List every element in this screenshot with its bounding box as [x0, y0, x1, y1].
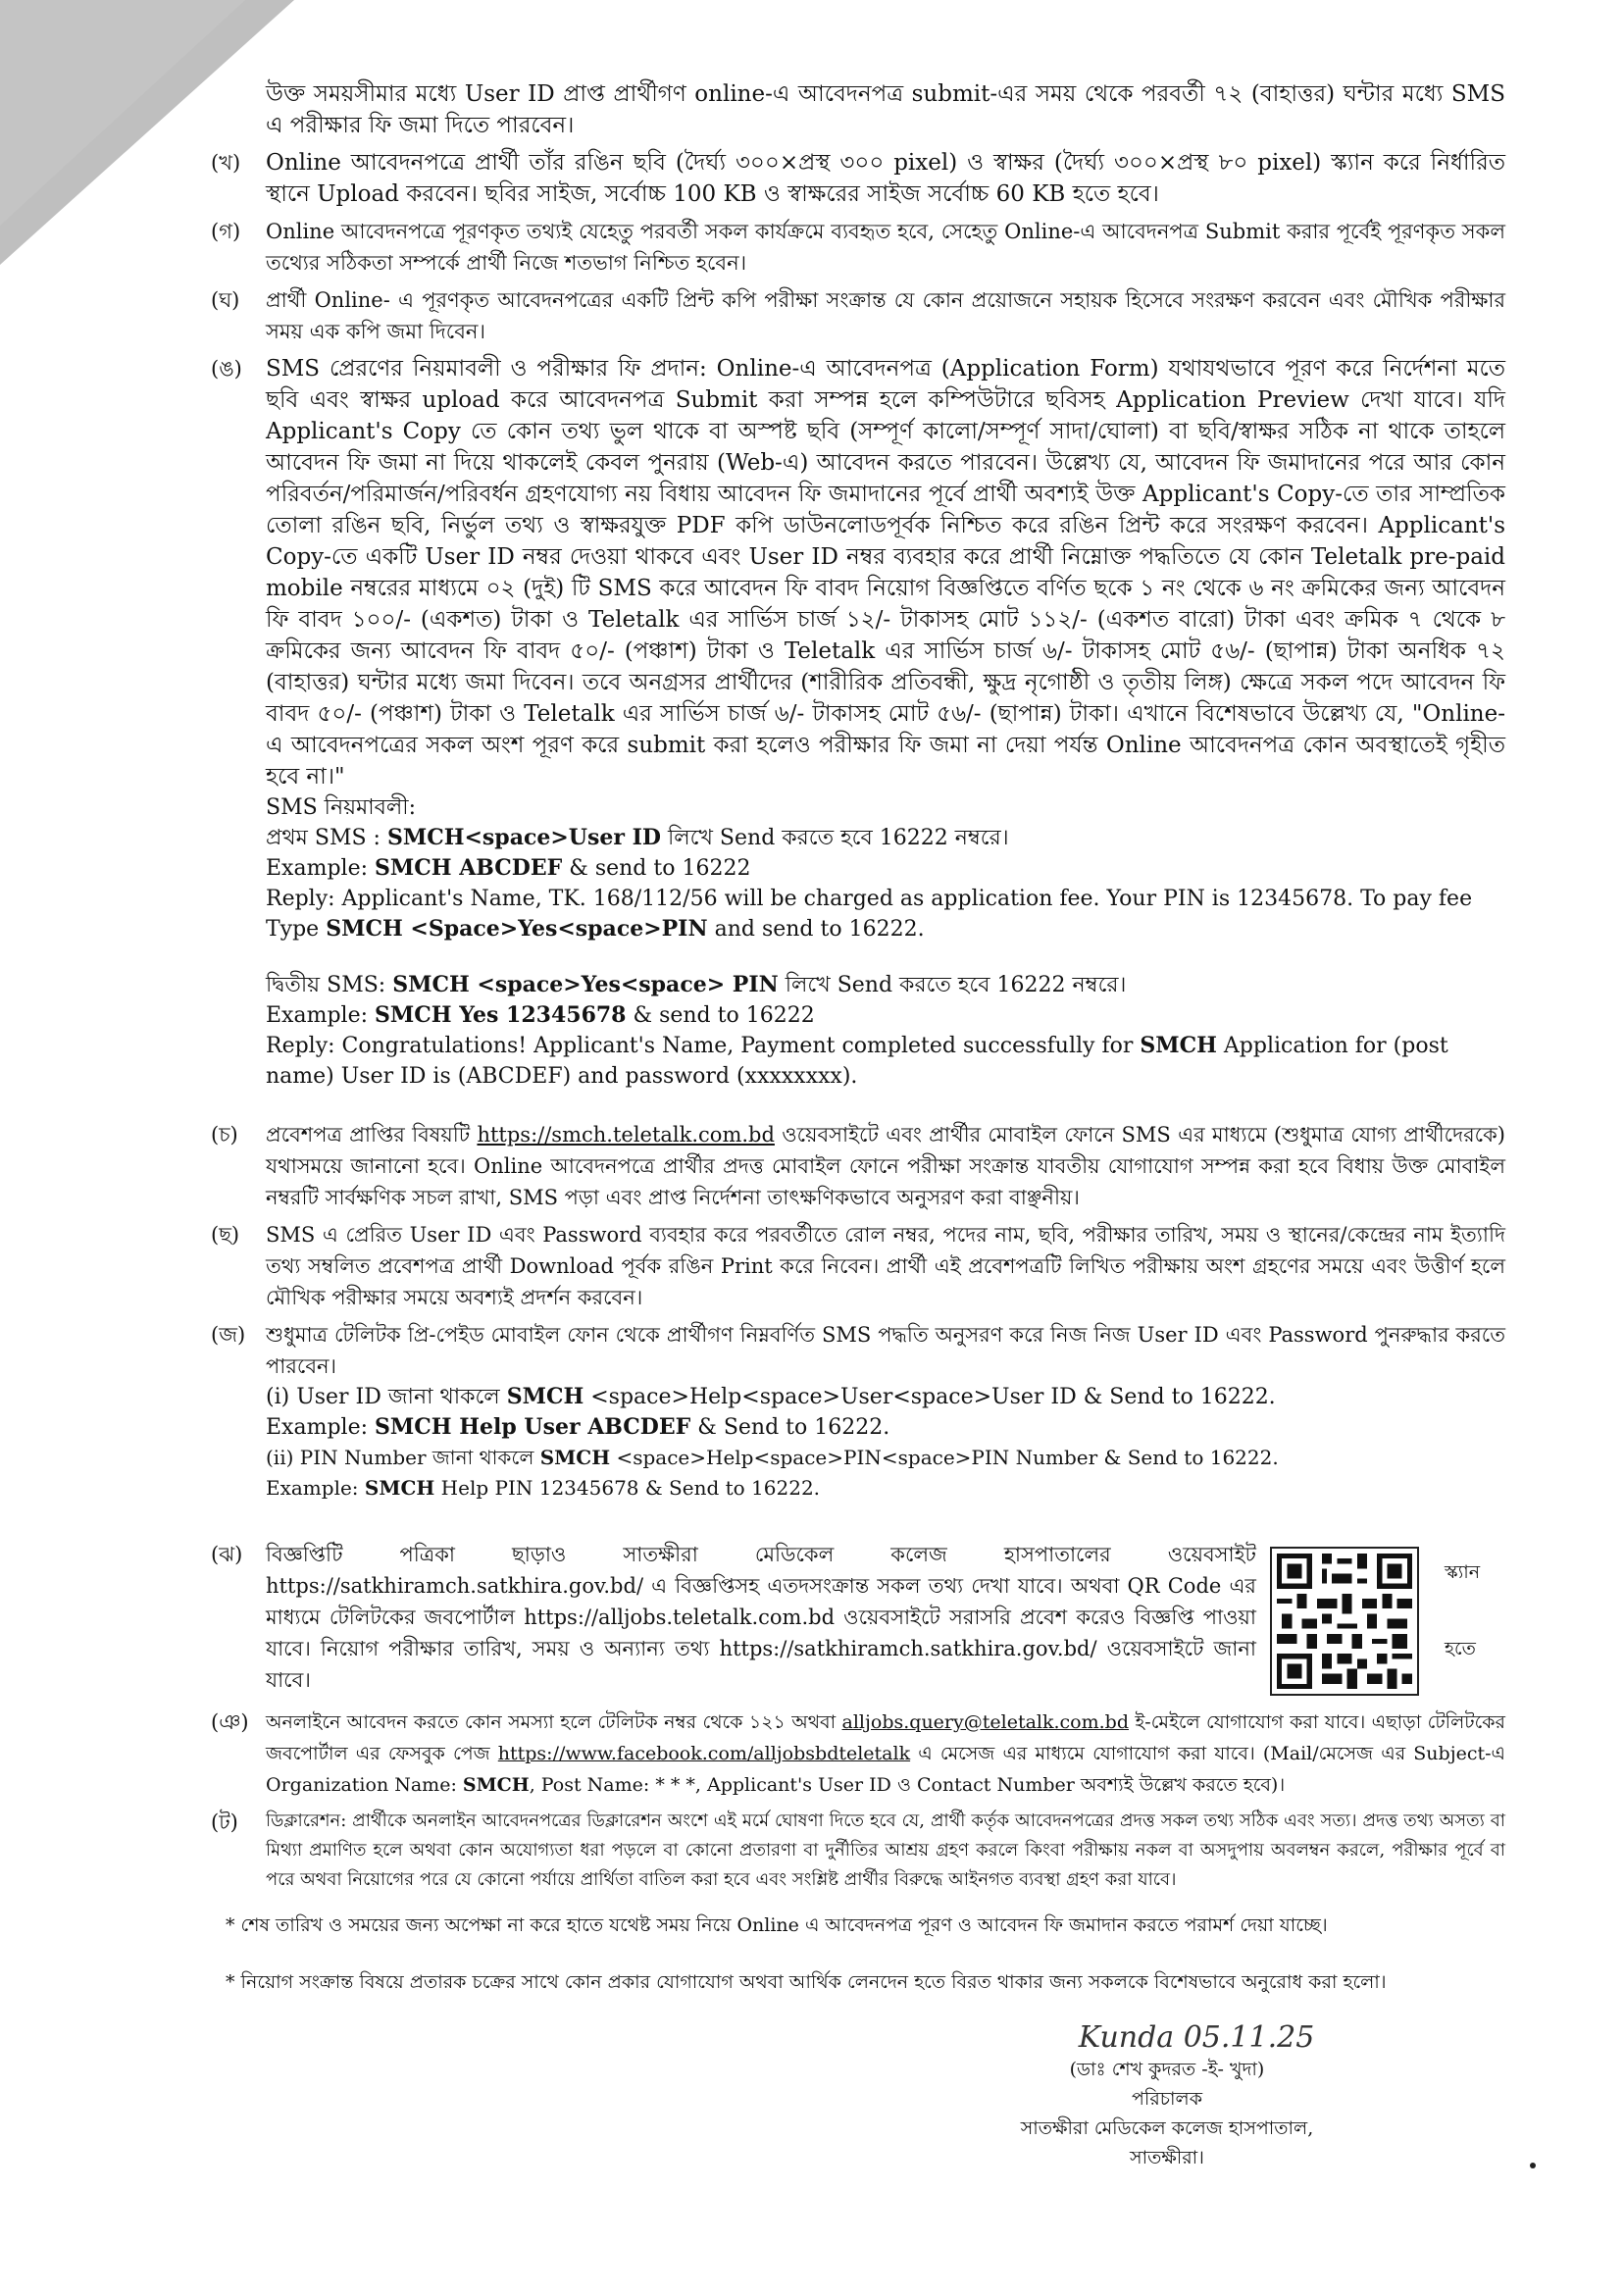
sms-second: দ্বিতীয় SMS: SMCH <space>Yes<space> PIN লিখে Send করতে হবে 16222 নম্বরে।	[266, 972, 1127, 997]
item-label: (ট)	[211, 1810, 238, 1834]
item-label: (ঘ)	[211, 288, 240, 312]
support-email-link[interactable]: alljobs.query@teletalk.com.bd	[841, 1711, 1129, 1733]
item-jha	[211, 1539, 1505, 1701]
note-item: * শেষ তারিখ ও সময়ের জন্য অপেক্ষা না করে হাতে যথেষ্ট সময় নিয়ে Online এ আবেদনপত্র পূরণ ও আবেদন ফি জমাদান করতে পরামর্শ দেয়া যাচ্ছে।	[226, 1914, 1328, 1936]
sms-example-2: Example: SMCH Yes 12345678 & send to 16222	[266, 1002, 815, 1028]
item-text: ডিক্লারেশন: প্রার্থীকে অনলাইন আবেদনপত্রের ডিক্লারেশন অংশে এই মর্মে ঘোষণা দিতে হবে যে, প্রার্থী কর্তৃক আবেদনপত্রের প্রদত্ত সকল তথ্য সঠিক এবং সত্য। প্রদত্ত তথ্য অসত্য বা মিথ্যা প্রমাণিত হলে অথবা কোন অযোগ্যতা ধরা পড়লে বা কোনো প্রতারণা বা দুর্নীতির আশ্রয় গ্রহণ করলে কিংবা পরীক্ষায় নকল বা অসদুপায় অবলম্বন করলে, পরীক্ষার পূর্বে বা পরে অথবা নিয়োগের পরে যে কোনো পর্যায়ে প্রার্থিতা বাতিল করা হবে এবং সংশ্লিষ্ট প্রার্থীর বিরুদ্ধে আইনগত ব্যবস্থা গ্রহণ করা যাবে।	[266, 1810, 1505, 1890]
item-text: SMS এ প্রেরিত User ID এবং Password ব্যবহার করে পরবর্তীতে রোল নম্বর, পদের নাম, ছবি, পরীক্ষার তারিখ, সময় ও স্থানের/কেন্দ্রের নাম ইত্যাদি তথ্য সম্বলিত প্রবেশপত্র প্রার্থী Download পূর্বক রঙিন Print করে নিবেন। প্রার্থী এই প্রবেশপত্রটি লিখিত পরীক্ষায় অংশ গ্রহণের সময়ে এবং উত্তীর্ণ হলে মৌখিক পরীক্ষার সময়ে অবশ্যই প্রদর্শন করবেন।	[266, 1223, 1505, 1309]
item-label: (ঙ)	[211, 357, 242, 381]
signatory-name: (ডাঃ শেখ কুদরত -ই- খুদা)	[1069, 2059, 1265, 2080]
qr-code[interactable]	[1270, 1547, 1419, 1696]
document-body	[211, 78, 1505, 2024]
notes	[211, 1911, 1505, 1997]
item-text: Online আবেদনপত্রে প্রার্থী তাঁর রঙিন ছবি (দৈর্ঘ্য ৩০০×প্রস্থ ৩০০ pixel) ও স্বাক্ষর (দৈর্ঘ্য ৩০০×প্রস্থ ৮০ pixel) স্ক্যান করে নির্ধারিত স্থানে Upload করবেন। ছবির সাইজ, সর্বোচ্চ 100 KB ও স্বাক্ষরের সাইজ সর্বোচ্চ 60 KB হতে হবে।	[266, 150, 1505, 207]
sms-rules	[266, 792, 1505, 1092]
sms-first: প্রথম SMS : SMCH<space>User ID লিখে Send করতে হবে 16222 নম্বরে।	[266, 825, 1009, 850]
recover-line-1: (i) User ID জানা থাকলে SMCH <space>Help<space>User<space>User ID & Send to 16222.	[266, 1384, 1276, 1409]
sms-reply-1: Reply: Applicant's Name, TK. 168/112/56 will be charged as application fee. Your PIN is 12345678. To pay fee Type SMCH <Space>Yes<space>PIN and send to 16222.	[266, 887, 1473, 942]
item-uma	[211, 353, 1505, 1092]
item-label: (ছ)	[211, 1223, 240, 1247]
qr-block	[1270, 1539, 1505, 1696]
item-text: বিজ্ঞপ্তিটি পত্রিকা ছাড়াও সাতক্ষীরা মেডিকেল কলেজ হাসপাতালের ওয়েবসাইট https://satkhiramch.satkhira.gov.bd/ এ বিজ্ঞপ্তিসহ এতদসংক্রান্ত সকল তথ্য দেখা যাবে। অথবা QR Code এর মাধ্যমে টেলিটকের জবপোর্টাল https://alljobs.teletalk.com.bd ওয়েবসাইটে সরাসরি প্রবেশ করেও বিজ্ঞপ্তি পাওয়া যাবে। নিয়োগ পরীক্ষার তারিখ, সময় ও অন্যান্য তথ্য https://satkhiramch.satkhira.gov.bd/ ওয়েবসাইটে জানা যাবে।	[266, 1543, 1256, 1692]
facebook-page-link[interactable]: https://www.facebook.com/alljobsbdteletalk	[497, 1743, 911, 1764]
recover-line-4: Example: SMCH Help PIN 12345678 & Send to 16222.	[266, 1476, 821, 1500]
signatory-title: পরিচালক	[1132, 2088, 1202, 2110]
item-label: (খ)	[211, 151, 241, 175]
signature-block	[981, 2020, 1353, 2172]
qr-code-icon	[1272, 1549, 1417, 1694]
item-text: SMS প্রেরণের নিয়মাবলী ও পরীক্ষার ফি প্রদান: Online-এ আবেদনপত্র (Application Form) যথাযথভাবে পূরণ করে নির্দেশনা মতে ছবি এবং স্বাক্ষর upload করে আবেদনপত্র Submit করা সম্পন্ন হলে কম্পিউটারে ছবিসহ Application Preview দেখা যাবে। যদি Applicant's Copy তে কোন তথ্য ভুল থাকে বা অস্পষ্ট ছবি (সম্পূর্ণ কালো/সম্পূর্ণ সাদা/ঘোলা) বা ছবি/স্বাক্ষর সঠিক না থাকে তাহলে আবেদন ফি জমা না দিয়ে থাকলেই কেবল পুনরায় (Web-এ) আবেদন করতে পারবেন। উল্লেখ্য যে, আবেদন ফি জমাদানের পরে আর কোন পরিবর্তন/পরিমার্জন/পরিবর্ধন গ্রহণযোগ্য নয় বিধায় আবেদন ফি জমাদানের পূর্বে প্রার্থী অবশ্যই উক্ত Applicant's Copy-তে তার সাম্প্রতিক তোলা রঙিন ছবি, নির্ভুল তথ্য ও স্বাক্ষরযুক্ত PDF কপি ডাউনলোডপূর্বক নিশ্চিত করে রঙিন প্রিন্ট করে সংরক্ষণ করবেন। Applicant's Copy-তে একটি User ID নম্বর দেওয়া থাকবে এবং User ID নম্বর ব্যবহার করে প্রার্থী নিম্নোক্ত পদ্ধতিতে যে কোন Teletalk pre-paid mobile নম্বরের মাধ্যমে ০২ (দুই) টি SMS করে আবেদন ফি বাবদ নিয়োগ বিজ্ঞপ্তিতে বর্ণিত ছকে ১ নং থেকে ৬ নং ক্রমিকের জন্য আবেদন ফি বাবদ ১০০/- (একশত) টাকা ও Teletalk এর সার্ভিস চার্জ ১২/- টাকাসহ মোট ১১২/- (একশত বারো) টাকা এবং ক্রমিক ৭ থেকে ৮ ক্রমিকের জন্য আবেদন ফি বাবদ ৫০/- (পঞ্চাশ) টাকা ও Teletalk এর সার্ভিস চার্জ ৬/- টাকাসহ মোট ৫৬/- (ছাপান্ন) টাকা অনধিক ৭২ (বাহাত্তর) ঘন্টার মধ্যে জমা দিবেন। তবে অনগ্রসর প্রার্থীদের (শারীরিক প্রতিবন্ধী, ক্ষুদ্র নৃগোষ্ঠী ও তৃতীয় লিঙ্গ) ক্ষেত্রে সকল পদে আবেদন ফি বাবদ ৫০/- (পঞ্চাশ) টাকা ও Teletalk এর সার্ভিস চার্জ ৬/- টাকাসহ মোট ৫৬/- (ছাপান্ন) টাকা। এখানে বিশেষভাবে উল্লেখ্য যে, "Online-এ আবেদনপত্রের সকল অংশ পূরণ করে submit করা হলেও পরীক্ষার ফি জমা না দেয়া পর্যন্ত Online আবেদনপত্র কোন অবস্থাতেই গৃহীত হবে না।"	[266, 356, 1505, 790]
item-label: (গ)	[211, 220, 241, 243]
signatory-organization: সাতক্ষীরা মেডিকেল কলেজ হাসপাতাল,	[1020, 2117, 1314, 2139]
item-label: (চ)	[211, 1123, 238, 1147]
item-text: Online আবেদনপত্রে পূরণকৃত তথ্যই যেহেতু পরবর্তী সকল কার্যক্রমে ব্যবহৃত হবে, সেহেতু Online-এ আবেদনপত্র Submit করার পূর্বেই পূরণকৃত সকল তথ্যের সঠিকতা সম্পর্কে প্রার্থী নিজে শতভাগ নিশ্চিত হবেন।	[266, 220, 1505, 275]
qr-side-text-1: স্ক্যান	[1445, 1561, 1481, 1583]
item-kha	[211, 147, 1505, 210]
item-text: প্রার্থী Online- এ পূরণকৃত আবেদনপত্রের একটি প্রিন্ট কপি পরীক্ষা সংক্রান্ত যে কোন প্রয়োজনে সহায়ক হিসেবে সংরক্ষণ করবেন এবং মৌখিক পরীক্ষার সময় এক কপি জমা দিবেন।	[266, 288, 1505, 343]
signatory-place: সাতক্ষীরা।	[1130, 2147, 1204, 2168]
recover-line-2: Example: SMCH Help User ABCDEF & Send to 16222.	[266, 1414, 890, 1440]
sms-example-1: Example: SMCH ABCDEF & send to 16222	[266, 855, 751, 881]
item-label: (ঝ)	[211, 1543, 243, 1566]
item-chha	[211, 1219, 1505, 1313]
item-ga	[211, 216, 1505, 279]
qr-side-text-2: হতে	[1445, 1638, 1476, 1659]
item-cha	[211, 1119, 1505, 1213]
intro-paragraph: উক্ত সময়সীমার মধ্যে User ID প্রাপ্ত প্রার্থীগণ online-এ আবেদনপত্র submit-এর সময় থেকে পরবর্তী ৭২ (বাহাত্তর) ঘন্টার মধ্যে SMS এ পরীক্ষার ফি জমা দিতে পারবেন।	[266, 81, 1505, 138]
item-ta	[211, 1807, 1505, 1895]
item-nya	[211, 1707, 1505, 1801]
item-text: প্রবেশপত্র প্রাপ্তির বিষয়টি https://smch.teletalk.com.bd ওয়েবসাইটে এবং প্রার্থীর মোবাইল ফোনে SMS এর মাধ্যমে (শুধুমাত্র যোগ্য প্রার্থীদেরকে) যথাসময়ে জানানো হবে। Online আবেদনপত্রে প্রার্থীর প্রদত্ত মোবাইল ফোনে পরীক্ষা সংক্রান্ত যাবতীয় যোগাযোগ সম্পন্ন করা হবে বিধায় উক্ত মোবাইল নম্বরটি সার্বক্ষণিক সচল রাখা, SMS পড়া এবং প্রাপ্ত নির্দেশনা তাৎক্ষণিকভাবে অনুসরণ করা বাঞ্ছনীয়।	[266, 1123, 1505, 1209]
item-ja	[211, 1319, 1505, 1504]
recover-line-3: (ii) PIN Number জানা থাকলে SMCH <space>Help<space>PIN<space>PIN Number & Send to 16222.	[266, 1446, 1279, 1469]
sms-heading: SMS নিয়মাবলী:	[266, 795, 416, 820]
item-text: অনলাইনে আবেদন করতে কোন সমস্যা হলে টেলিটক নম্বর থেকে ১২১ অথবা alljobs.query@teletalk.com.bd ই-মেইলে যোগাযোগ করা যাবে। এছাড়া টেলিটকের জবপোর্টাল এর ফেসবুক পেজ https://www.facebook.com/alljobsbdteletalk এ মেসেজ এর মাধ্যমে যোগাযোগ করা যাবে। (Mail/মেসেজ এর Subject-এ Organization Name: SMCH, Post Name: * * *, Applicant's User ID ও Contact Number অবশ্যই উল্লেখ করতে হবে)।	[266, 1711, 1505, 1796]
item-label: (জ)	[211, 1323, 246, 1347]
item-text: শুধুমাত্র টেলিটক প্রি-পেইড মোবাইল ফোন থেকে প্রার্থীগণ নিম্নবর্ণিত SMS পদ্ধতি অনুসরণ করে নিজ নিজ User ID এবং Password পুনরুদ্ধার করতে পারবেন।	[266, 1323, 1505, 1378]
note-item: * নিয়োগ সংক্রান্ত বিষয়ে প্রতারক চক্রের সাথে কোন প্রকার যোগাযোগ অথবা আর্থিক লেনদেন হতে বিরত থাকার জন্য সকলকে বিশেষভাবে অনুরোধ করা হলো।	[226, 1971, 1387, 1993]
item-label: (ঞ)	[211, 1710, 249, 1734]
sms-reply-2: Reply: Congratulations! Applicant's Name, Payment completed successfully for SMCH Application for (post name) User ID is (ABCDEF) and password (xxxxxxxx).	[266, 1033, 1448, 1089]
item-gha	[211, 284, 1505, 347]
scan-dot	[1530, 2163, 1536, 2168]
page-corner-fold-inner	[0, 0, 245, 226]
admit-card-link[interactable]: https://smch.teletalk.com.bd	[477, 1123, 775, 1147]
handwritten-signature: Kunda 05.11.25	[1078, 2020, 1315, 2055]
